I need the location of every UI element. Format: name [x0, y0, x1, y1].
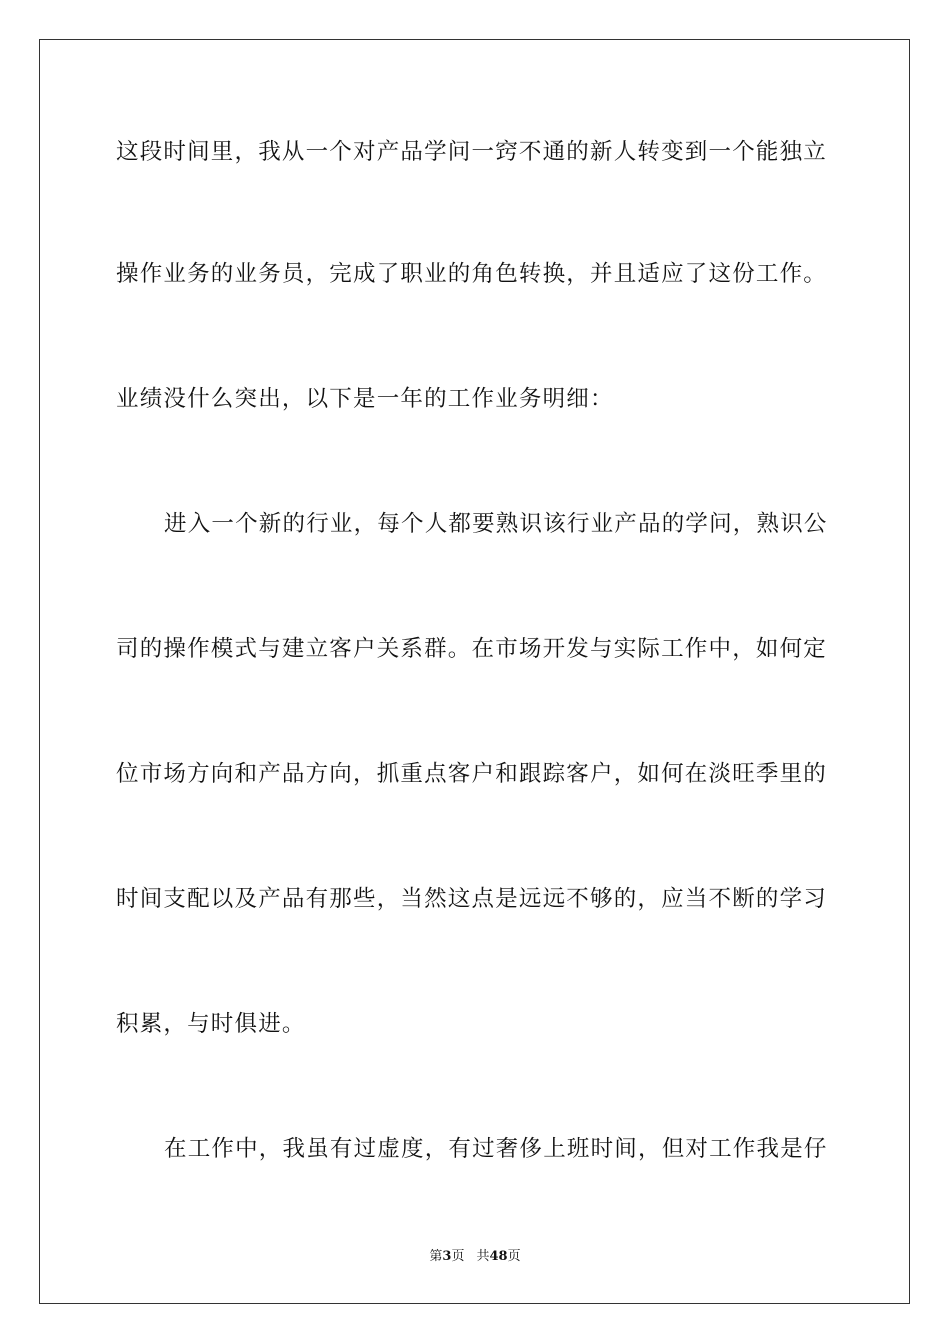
footer-page-number: 3 — [442, 1249, 452, 1264]
footer-total-prefix: 共 — [476, 1249, 490, 1264]
body-text-line: 操作业务的业务员，完成了职业的角色转换，并且适应了这份工作。 — [116, 261, 828, 287]
paragraph-first-line: 进入一个新的行业，每个人都要熟识该行业产品的学问，熟识公 — [164, 511, 828, 537]
paragraph-first-line: 在工作中，我虽有过虚度，有过奢侈上班时间，但对工作我是仔 — [164, 1136, 828, 1162]
body-text-line: 司的操作模式与建立客户关系群。在市场开发与实际工作中，如何定 — [116, 636, 828, 662]
page-footer — [0, 1249, 950, 1265]
footer-page-suffix: 页 — [451, 1249, 465, 1264]
footer-total-pages: 48 — [489, 1249, 508, 1264]
body-text-line: 积累，与时俱进。 — [116, 1011, 306, 1037]
body-text-line: 业绩没什么突出，以下是一年的工作业务明细： — [116, 386, 614, 412]
page-border — [39, 39, 910, 1304]
footer-page-prefix: 第 — [429, 1249, 443, 1264]
body-text-line: 时间支配以及产品有那些，当然这点是远远不够的，应当不断的学习 — [116, 886, 828, 912]
body-text-line: 位市场方向和产品方向，抓重点客户和跟踪客户，如何在淡旺季里的 — [116, 761, 828, 787]
body-text-line: 这段时间里，我从一个对产品学问一窍不通的新人转变到一个能独立 — [116, 139, 828, 165]
footer-total-suffix: 页 — [507, 1249, 521, 1264]
